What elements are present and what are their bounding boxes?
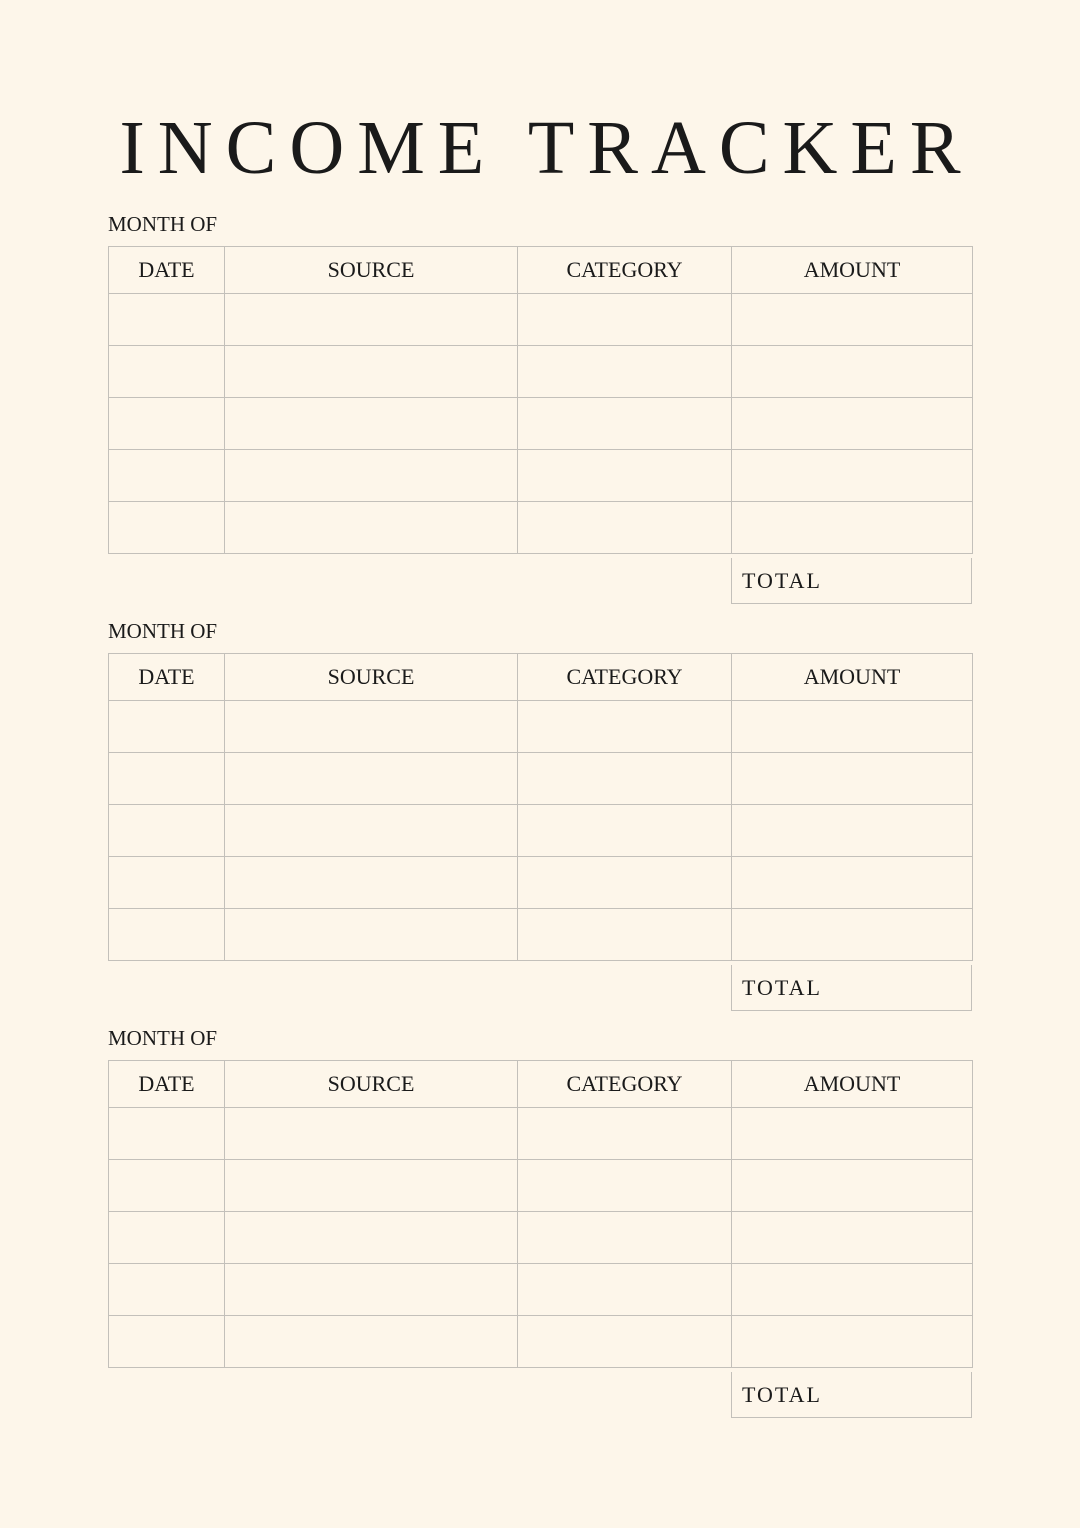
date-cell[interactable] [109,450,225,502]
table-row [109,1108,973,1160]
category-cell[interactable] [518,398,732,450]
table-row [109,805,973,857]
total-box[interactable]: TOTAL [731,965,972,1011]
date-cell[interactable] [109,1316,225,1368]
source-cell[interactable] [225,805,518,857]
source-cell[interactable] [225,857,518,909]
table-row [109,753,973,805]
source-cell[interactable] [225,1212,518,1264]
amount-cell[interactable] [732,1160,973,1212]
table-row [109,450,973,502]
date-cell[interactable] [109,1212,225,1264]
source-column-header: SOURCE [225,247,518,294]
source-cell[interactable] [225,753,518,805]
amount-column-header: AMOUNT [732,247,973,294]
category-cell[interactable] [518,502,732,554]
table-row [109,909,973,961]
amount-cell[interactable] [732,346,973,398]
income-table [108,653,973,961]
income-table [108,246,973,554]
date-cell[interactable] [109,1160,225,1212]
amount-cell[interactable] [732,1108,973,1160]
amount-cell[interactable] [732,1316,973,1368]
category-cell[interactable] [518,857,732,909]
date-column-header: DATE [109,1061,225,1108]
date-cell[interactable] [109,294,225,346]
total-box[interactable]: TOTAL [731,558,972,604]
table-row [109,857,973,909]
amount-cell[interactable] [732,857,973,909]
date-cell[interactable] [109,753,225,805]
category-cell[interactable] [518,346,732,398]
date-cell[interactable] [109,701,225,753]
source-cell[interactable] [225,909,518,961]
category-cell[interactable] [518,1108,732,1160]
amount-column-header: AMOUNT [732,1061,973,1108]
date-cell[interactable] [109,346,225,398]
table-row [109,398,973,450]
table-row [109,701,973,753]
income-table [108,1060,973,1368]
table-header-row [109,1061,973,1108]
source-column-header: SOURCE [225,1061,518,1108]
source-cell[interactable] [225,701,518,753]
month-of-label: MONTH OF [108,619,218,643]
amount-cell[interactable] [732,701,973,753]
category-cell[interactable] [518,805,732,857]
date-cell[interactable] [109,909,225,961]
table-row [109,502,973,554]
amount-cell[interactable] [732,909,973,961]
table-row [109,1212,973,1264]
category-cell[interactable] [518,294,732,346]
table-row [109,1316,973,1368]
table-row [109,1264,973,1316]
source-cell[interactable] [225,450,518,502]
source-cell[interactable] [225,502,518,554]
page-title: INCOME TRACKER [119,106,974,190]
source-cell[interactable] [225,1264,518,1316]
category-cell[interactable] [518,1316,732,1368]
category-cell[interactable] [518,753,732,805]
table-header-row [109,654,973,701]
source-cell[interactable] [225,1160,518,1212]
table-row [109,1160,973,1212]
category-cell[interactable] [518,1212,732,1264]
category-cell[interactable] [518,1264,732,1316]
source-cell[interactable] [225,398,518,450]
source-column-header: SOURCE [225,654,518,701]
source-cell[interactable] [225,1108,518,1160]
category-cell[interactable] [518,701,732,753]
date-column-header: DATE [109,654,225,701]
category-column-header: CATEGORY [518,654,732,701]
table-row [109,346,973,398]
category-cell[interactable] [518,909,732,961]
category-cell[interactable] [518,450,732,502]
amount-cell[interactable] [732,1212,973,1264]
date-cell[interactable] [109,502,225,554]
amount-cell[interactable] [732,502,973,554]
category-column-header: CATEGORY [518,1061,732,1108]
month-of-label: MONTH OF [108,1026,218,1050]
month-of-label: MONTH OF [108,212,218,236]
amount-cell[interactable] [732,805,973,857]
date-column-header: DATE [109,247,225,294]
date-cell[interactable] [109,398,225,450]
category-cell[interactable] [518,1160,732,1212]
date-cell[interactable] [109,805,225,857]
table-header-row [109,247,973,294]
amount-cell[interactable] [732,753,973,805]
amount-cell[interactable] [732,398,973,450]
total-box[interactable]: TOTAL [731,1372,972,1418]
amount-cell[interactable] [732,294,973,346]
date-cell[interactable] [109,857,225,909]
date-cell[interactable] [109,1108,225,1160]
category-column-header: CATEGORY [518,247,732,294]
source-cell[interactable] [225,1316,518,1368]
amount-column-header: AMOUNT [732,654,973,701]
date-cell[interactable] [109,1264,225,1316]
amount-cell[interactable] [732,450,973,502]
source-cell[interactable] [225,294,518,346]
amount-cell[interactable] [732,1264,973,1316]
table-row [109,294,973,346]
source-cell[interactable] [225,346,518,398]
